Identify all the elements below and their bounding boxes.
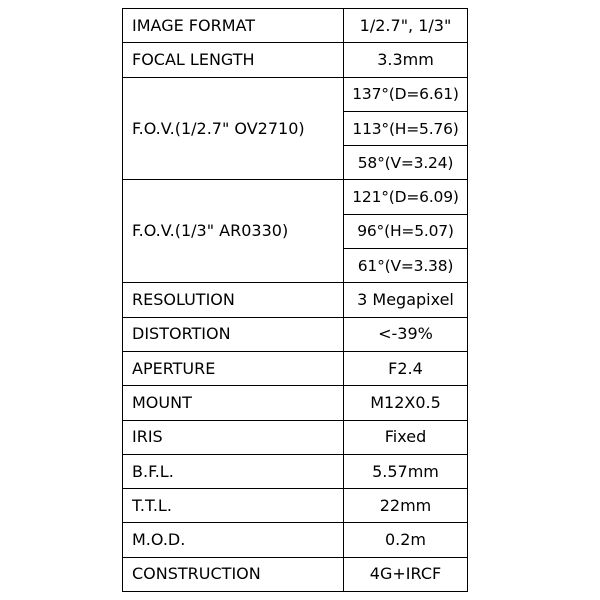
row-label: APERTURE — [123, 351, 344, 385]
row-label: RESOLUTION — [123, 283, 344, 317]
row-value: M12X0.5 — [344, 386, 468, 420]
row-value: 4G+IRCF — [344, 557, 468, 591]
table-row — [123, 351, 468, 385]
spec-table — [122, 8, 468, 592]
table-row — [123, 77, 468, 111]
row-value: 22mm — [344, 489, 468, 523]
table-row — [123, 523, 468, 557]
table-row — [123, 9, 468, 43]
row-value: 0.2m — [344, 523, 468, 557]
row-value: 137°(D=6.61) — [344, 77, 468, 111]
row-value: 3.3mm — [344, 43, 468, 77]
row-value: F2.4 — [344, 351, 468, 385]
row-value: Fixed — [344, 420, 468, 454]
table-row — [123, 386, 468, 420]
row-value: 113°(H=5.76) — [344, 111, 468, 145]
table-row — [123, 420, 468, 454]
row-value: 58°(V=3.24) — [344, 146, 468, 180]
row-value: <-39% — [344, 317, 468, 351]
table-row — [123, 489, 468, 523]
row-value: 121°(D=6.09) — [344, 180, 468, 214]
row-label: F.O.V.(1/3" AR0330) — [123, 180, 344, 283]
row-label: F.O.V.(1/2.7" OV2710) — [123, 77, 344, 180]
row-label: M.O.D. — [123, 523, 344, 557]
row-value: 3 Megapixel — [344, 283, 468, 317]
table-row — [123, 283, 468, 317]
row-label: CONSTRUCTION — [123, 557, 344, 591]
table-row — [123, 43, 468, 77]
row-label: T.T.L. — [123, 489, 344, 523]
table-row — [123, 317, 468, 351]
table-row — [123, 180, 468, 214]
row-label: MOUNT — [123, 386, 344, 420]
row-label: B.F.L. — [123, 454, 344, 488]
row-value: 61°(V=3.38) — [344, 249, 468, 283]
row-value: 96°(H=5.07) — [344, 214, 468, 248]
row-value: 1/2.7", 1/3" — [344, 9, 468, 43]
row-label: FOCAL LENGTH — [123, 43, 344, 77]
table-row — [123, 454, 468, 488]
table-row — [123, 557, 468, 591]
row-value: 5.57mm — [344, 454, 468, 488]
row-label: IRIS — [123, 420, 344, 454]
row-label: DISTORTION — [123, 317, 344, 351]
row-label: IMAGE FORMAT — [123, 9, 344, 43]
